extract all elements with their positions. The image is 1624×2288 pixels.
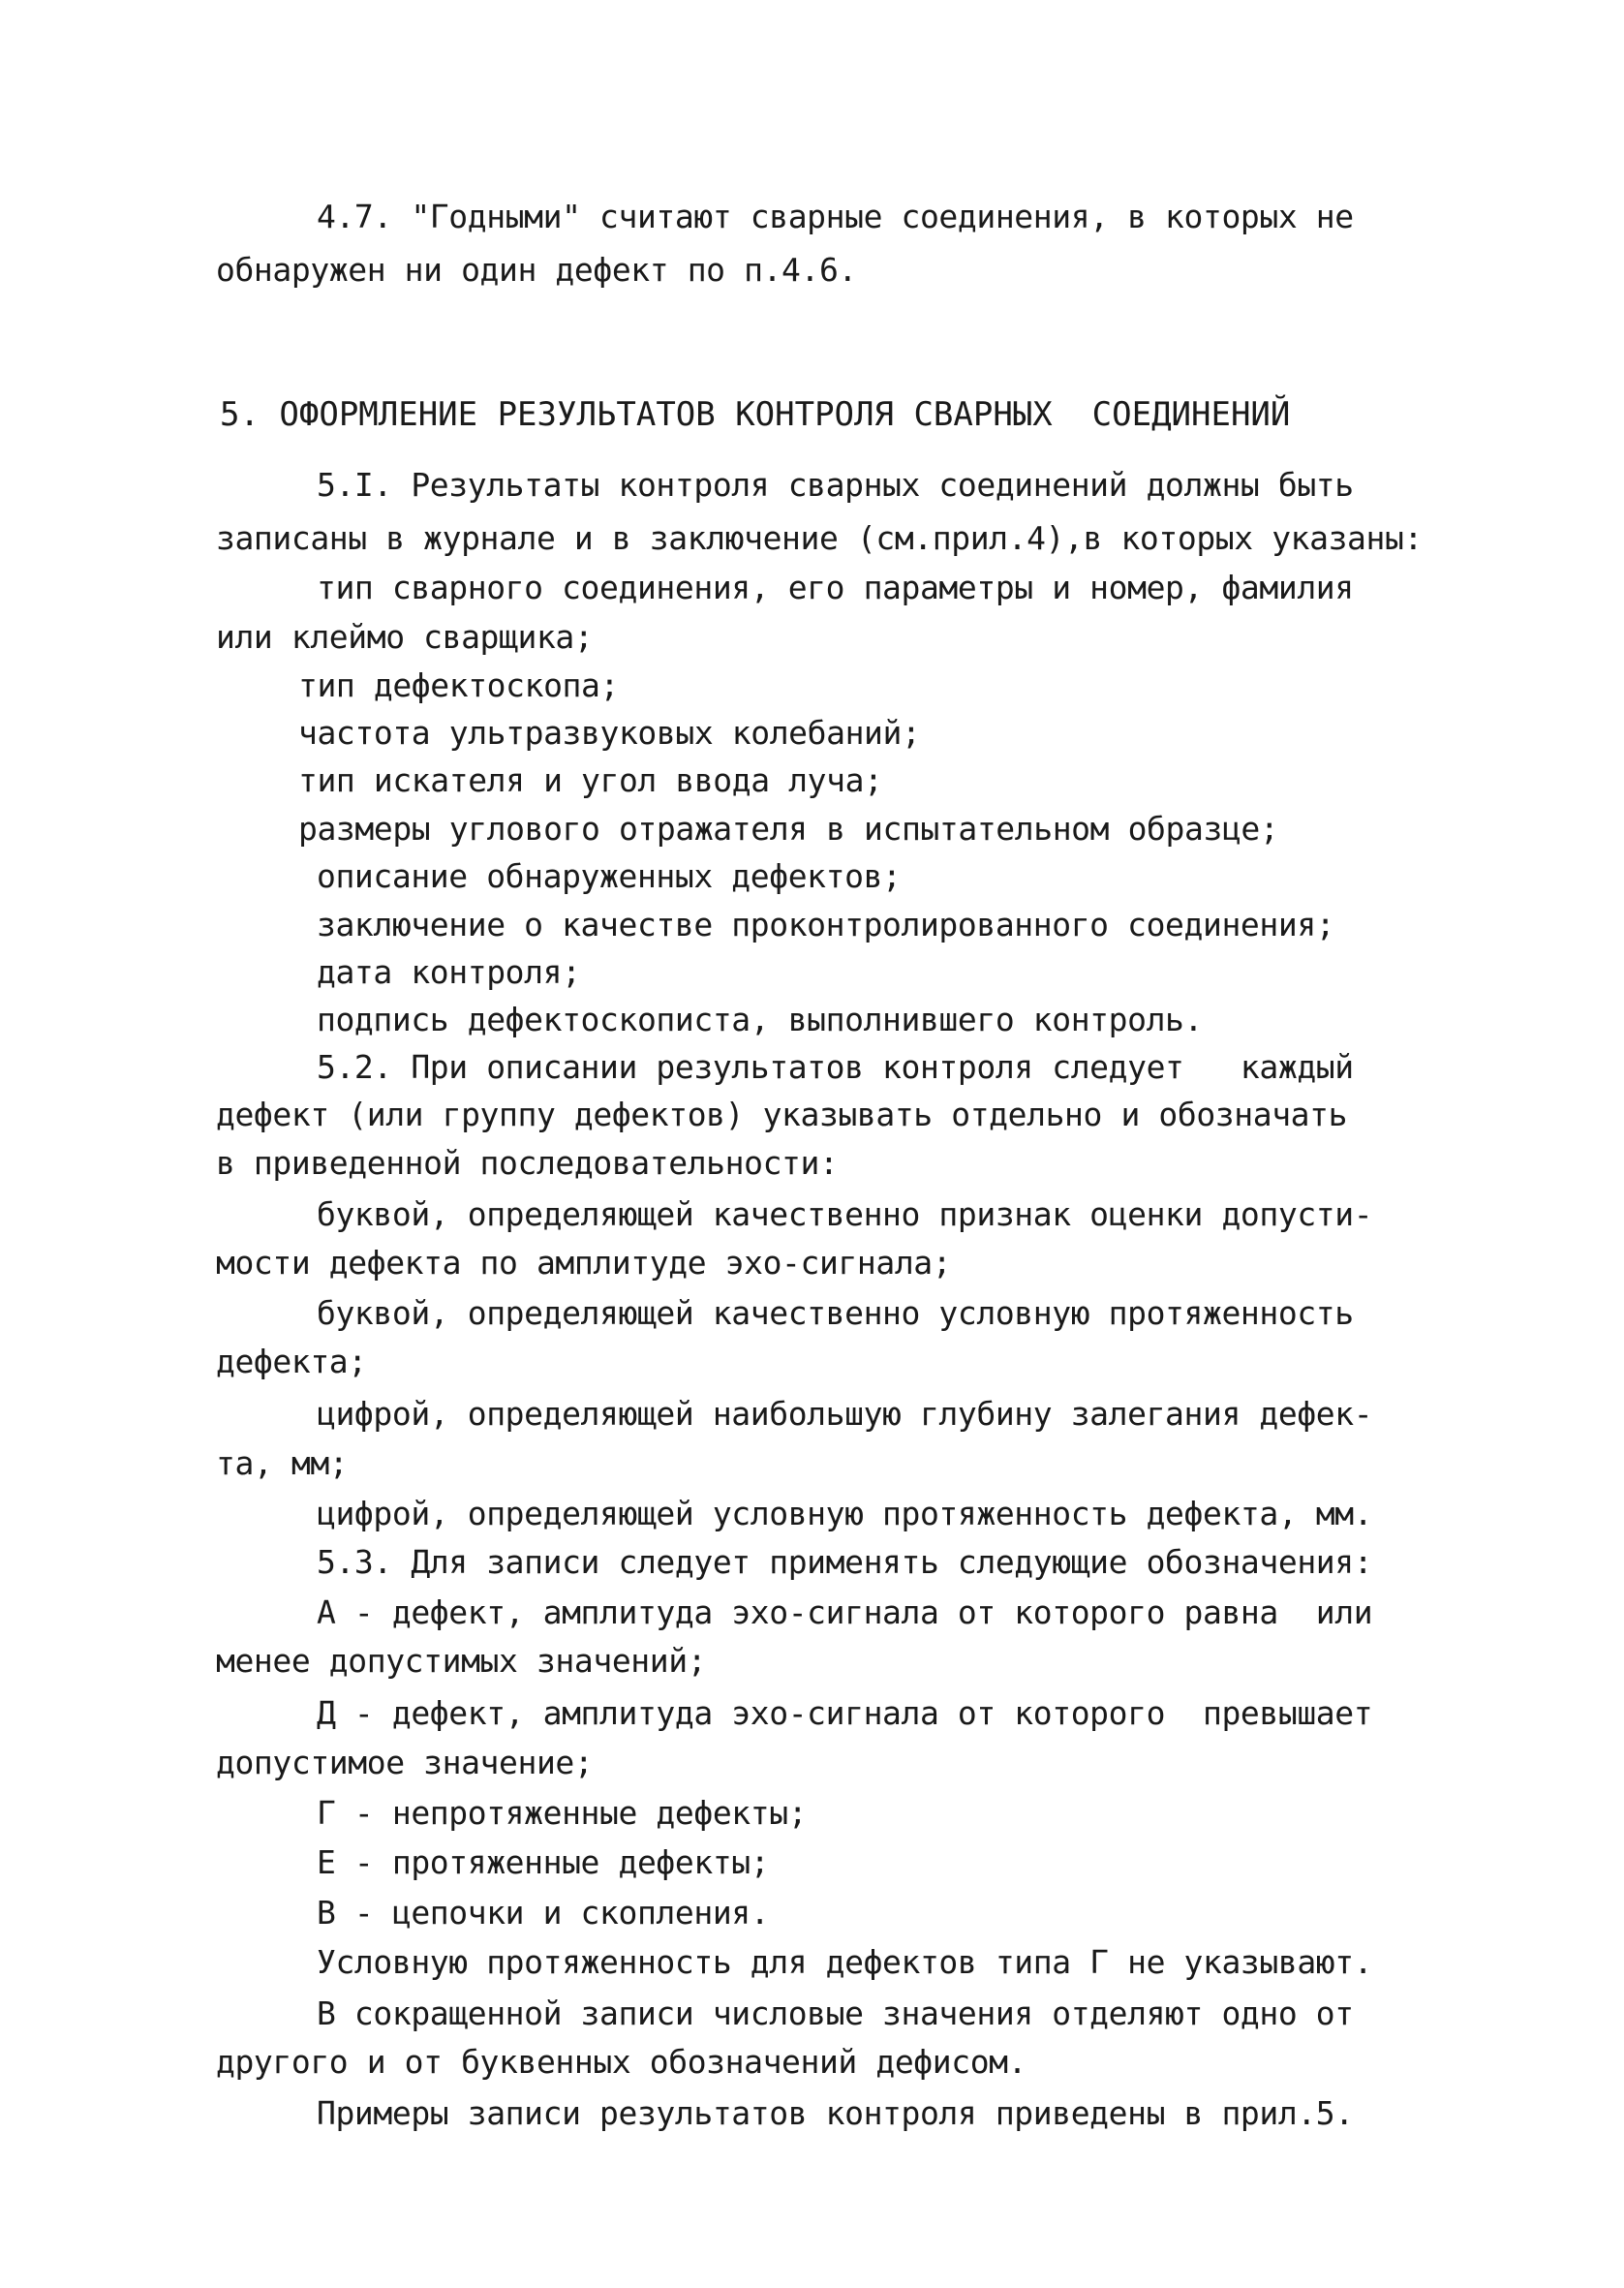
section-5-1-item-5: размеры углового отражателя в испытательном образце; [298,810,1279,848]
section-5-1-item-6: описание обнаруженных дефектов; [317,857,902,895]
section-5-2-line-3: в приведенной последовательности: [216,1144,839,1182]
section-5-2-line-2: дефект (или группу дефектов) указывать отдельно и обозначать [216,1096,1348,1133]
section-5-3-note-1: Условную протяженность для дефектов типа Г не указывают. [317,1943,1373,1981]
section-5-1-item-1-line-2: или клеймо сварщика; [216,618,594,656]
section-5-3-note-2-line-2: другого и от буквенных обозначений дефисом. [216,2043,1027,2081]
section-5-1-line-1: 5.I. Результаты контроля сварных соединений должны быть [317,466,1354,504]
section-5-3-g-line: Г - непротяженные дефекты; [317,1794,808,1832]
section-5-3-note-2-line-1: В сокращенной записи числовые значения отделяют одно от [317,1994,1354,2032]
section-5-2-item-2-line-2: дефекта; [216,1343,367,1380]
section-5-2-item-2-line-1: буквой, определяющей качественно условную протяженность [317,1294,1354,1332]
section-5-2-item-4: цифрой, определяющей условную протяженность дефекта, мм. [317,1495,1373,1532]
section-5-2-item-1-line-1: буквой, определяющей качественно признак оценки допусти- [317,1195,1373,1233]
section-4-7-line-2: обнаружен ни один дефект по п.4.6. [216,251,857,289]
section-5-1-item-8: дата контроля; [317,953,581,991]
section-5-3-d-line-1: Д - дефект, амплитуда эхо-сигнала от которого превышает [317,1694,1373,1732]
section-5-3-e-line: Е - протяженные дефекты; [317,1843,770,1881]
section-5-2-item-1-line-2: мости дефекта по амплитуде эхо-сигнала; [216,1244,952,1282]
section-5-1-item-1-line-1: тип сварного соединения, его параметры и номер, фамилия [317,569,1354,606]
section-5-1-item-3: частота ультразвуковых колебаний; [298,714,921,752]
section-5-3-line-1: 5.3. Для записи следует применять следующие обозначения: [317,1543,1373,1581]
section-5-heading: 5. ОФОРМЛЕНИЕ РЕЗУЛЬТАТОВ КОНТРОЛЯ СВАРНЫХ СОЕДИНЕНИЙ [220,395,1291,434]
section-5-3-v-line: В - цепочки и скопления. [317,1894,770,1932]
section-5-1-item-2: тип дефектоскопа; [298,666,619,704]
section-5-1-item-7: заключение о качестве проконтролированного соединения; [317,906,1335,943]
section-5-2-item-3-line-1: цифрой, определяющей наибольшую глубину залегания дефек- [317,1395,1373,1433]
section-5-1-line-2: записаны в журнале и в заключение (см.прил.4),в которых указаны: [216,519,1423,557]
section-5-3-note-3: Примеры записи результатов контроля приведены в прил.5. [317,2094,1354,2132]
section-5-2-item-3-line-2: та, мм; [216,1444,349,1482]
section-5-1-item-9: подпись дефектоскописта, выполнившего контроль. [317,1001,1203,1038]
section-5-3-a-line-2: менее допустимых значений; [216,1642,707,1680]
section-5-1-item-4: тип искателя и угол ввода луча; [298,761,883,799]
section-5-2-line-1: 5.2. При описании результатов контроля следует каждый [317,1048,1354,1086]
section-5-3-d-line-2: допустимое значение; [216,1744,594,1781]
section-5-3-a-line-1: А - дефект, амплитуда эхо-сигнала от которого равна или [317,1593,1373,1631]
section-4-7-line-1: 4.7. "Годными" считают сварные соединения, в которых не [317,198,1354,235]
